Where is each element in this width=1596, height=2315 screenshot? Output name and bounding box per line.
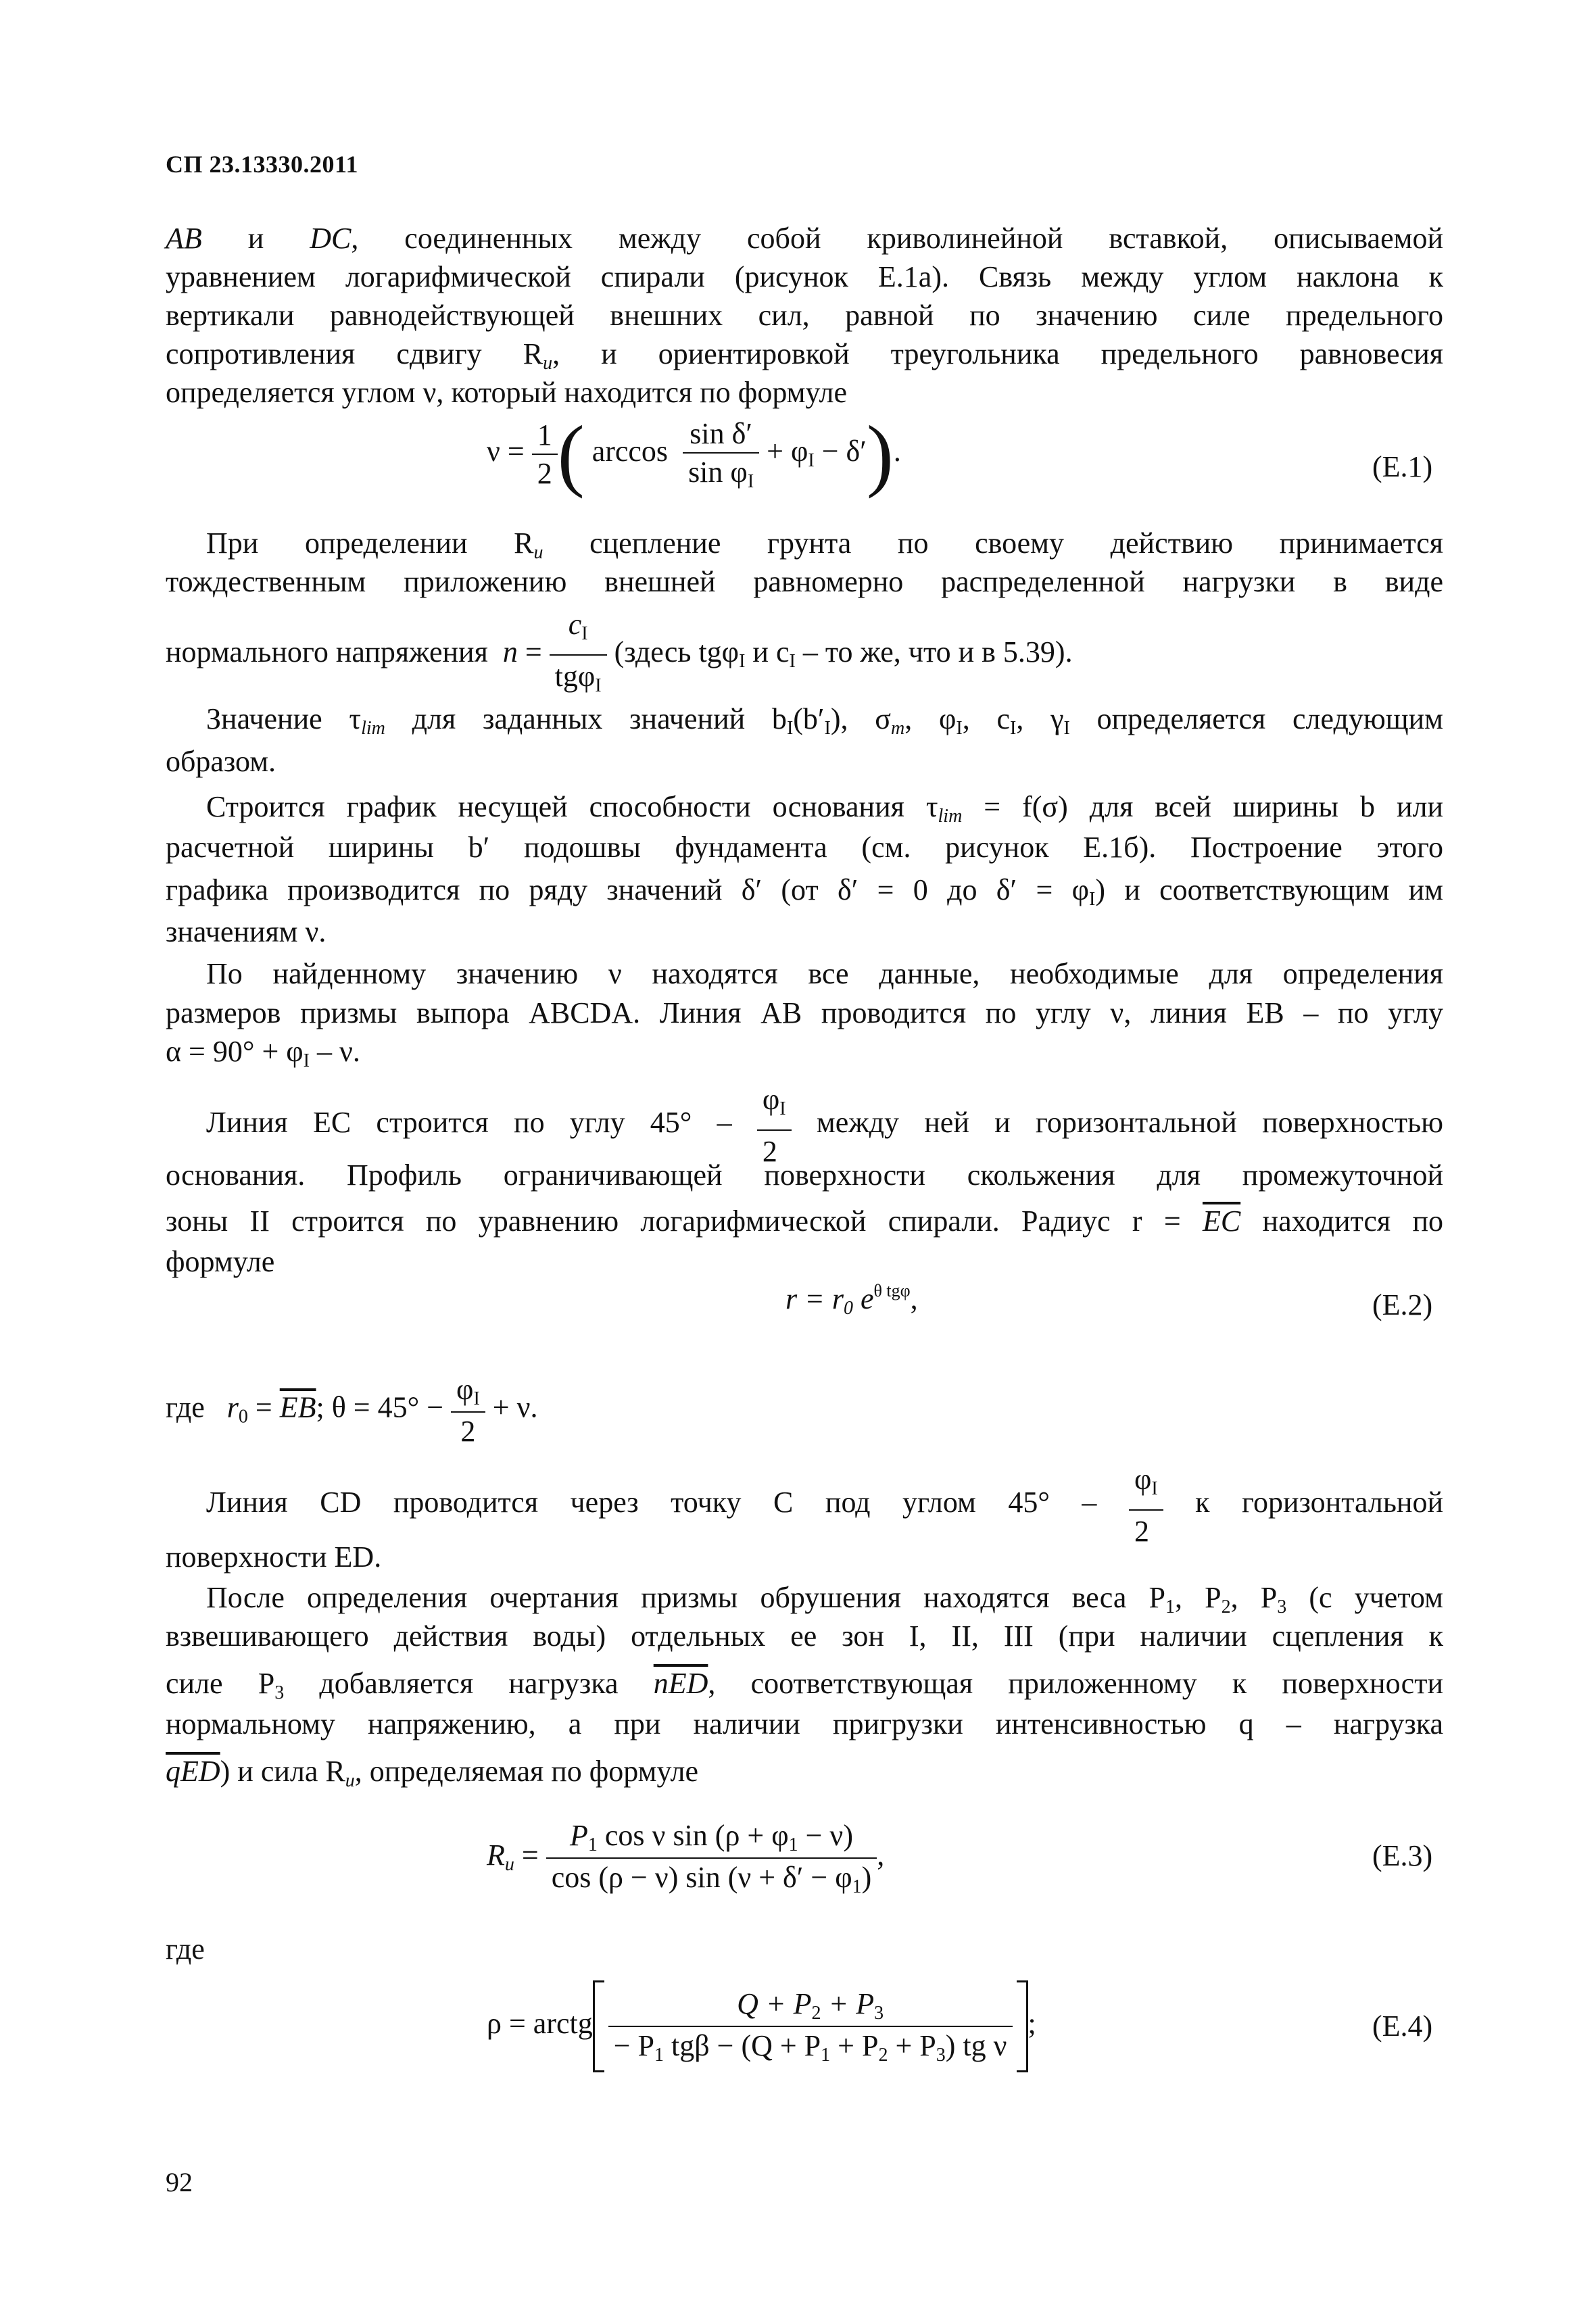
- text-line: нормальному напряжению, а при наличии пригрузки интенсивностью q – нагрузка: [166, 1707, 1443, 1740]
- text-line: AB и DC, соединенных между собой криволинейной вставкой, описываемой: [166, 222, 1444, 255]
- equation-number: (Е.1): [1372, 450, 1433, 483]
- text-line: где: [166, 1932, 205, 1966]
- text-line: сопротивления сдвигу $R_u$, и ориентировкой треугольника предельного равновесия: [166, 337, 1443, 374]
- text-line: qED) и сила $R_u$, определяемая по формуле: [166, 1755, 698, 1791]
- document-header: СП 23.13330.2011: [166, 151, 359, 178]
- page-number: 92: [166, 2167, 193, 2197]
- equation-number: (Е.2): [1372, 1288, 1433, 1321]
- text-line: образом.: [166, 745, 276, 778]
- text-line: уравнением логарифмической спирали (рисунок Е.1а). Связь между углом наклона к: [166, 260, 1443, 293]
- equation-number: (Е.4): [1372, 2009, 1433, 2043]
- text-line: основания. Профиль ограничивающей поверхности скольжения для промежуточной: [166, 1159, 1443, 1192]
- text-line: тождественным приложению внешней равномерно распределенной нагрузки в виде: [166, 565, 1443, 598]
- text-line: силе $P_3$ добавляется нагрузка $\overline{nED}$, соответствующая приложенному к поверхности: [166, 1667, 1443, 1703]
- text-line: поверхности ED.: [166, 1540, 382, 1574]
- text-line: взвешивающего действия воды) отдельных ее зон I, II, III (при наличии сцепления к: [166, 1619, 1443, 1653]
- text-line: Линия EC строится по углу 45° – $\frac{\varphi_I}{2}$ между ней и горизонтальной поверхностью: [206, 1080, 1443, 1171]
- text-line: При определении $R_u$ сцепление грунта по своему действию принимается: [206, 527, 1443, 563]
- text-line: вертикали равнодействующей внешних сил, равной по значению силе предельного: [166, 299, 1443, 332]
- text-line: нормального напряжения n = $\frac{c_I}{tg\varphi_I}$ (здесь tgφ$_I$ и $c_I$ – то же, что и в 5.39).: [166, 605, 1443, 705]
- text-line: $\alpha = 90^\circ + \varphi_I - \nu$.: [166, 1035, 360, 1071]
- text-line: Строится график несущей способности основания $\tau_{lim} = f(\sigma)$ для всей ширины b или: [206, 790, 1443, 827]
- text-line: Линия CD проводится через точку C под углом 45° – $\frac{\varphi_I}{2}$ к горизонтальной: [206, 1460, 1443, 1551]
- text-line: После определения очертания призмы обрушения находятся веса $P_1$, $P_2$, $P_3$ (с учетом: [206, 1581, 1443, 1617]
- text-line: размеров призмы выпора ABCDA. Линия AB проводится по углу ν, линия EB – по углу: [166, 996, 1443, 1029]
- where-definition: где $r_0 = \overline{EB}$; θ = 45° − $\frac{\varphi_I}{2}$ + ν.: [166, 1373, 538, 1448]
- text-line: По найденному значению ν находятся все данные, необходимые для определения: [206, 957, 1443, 990]
- text-line: расчетной ширины b′ подошвы фундамента (см. рисунок Е.1б). Построение этого: [166, 831, 1443, 864]
- text-line: определяется углом ν, который находится по формуле: [166, 376, 848, 409]
- text-line: зоны II строится по уравнению логарифмической спирали. Радиус $r = \overline{EC}$ находится по: [166, 1204, 1443, 1238]
- text-line: формуле: [166, 1245, 275, 1278]
- text-line: Значение $\tau_{lim}$ для заданных значений $b_I(b'_I)$, $\sigma_m$, $\varphi_I$, $c_I$, $\gamma_I$ определяется следующим: [206, 702, 1443, 739]
- text-line: графика производится по ряду значений δ′ (от δ′ = 0 до $\delta' = \varphi_I$) и соответствующим им: [166, 873, 1443, 910]
- text-line: значениям ν.: [166, 915, 327, 948]
- equation-number: (Е.3): [1372, 1839, 1433, 1872]
- equation-e4: ρ = arctg $\frac{Q + P_2 + P_3}{- P_1 tg\beta - (Q + P_1 + P_2 + P_3) tg \nu}$ ;: [487, 1980, 1036, 2072]
- equation-e3: $R_u$ = $\frac{P_1 \cos \nu \sin (\rho + \varphi_1 - \nu)}{\cos (\rho - \nu) \sin (\nu + \delta' - \varphi_1)}$ ,: [487, 1819, 885, 1897]
- equation-e1: ν = $\frac{1}{2}$ ( arccos $\frac{\text{sin δ′}}{\sin \varphi_I}$ + $\varphi_I - \delta'$).: [487, 409, 901, 499]
- equation-e2: $r = r_0$ $e^{\theta tg\varphi}$,: [785, 1281, 918, 1319]
